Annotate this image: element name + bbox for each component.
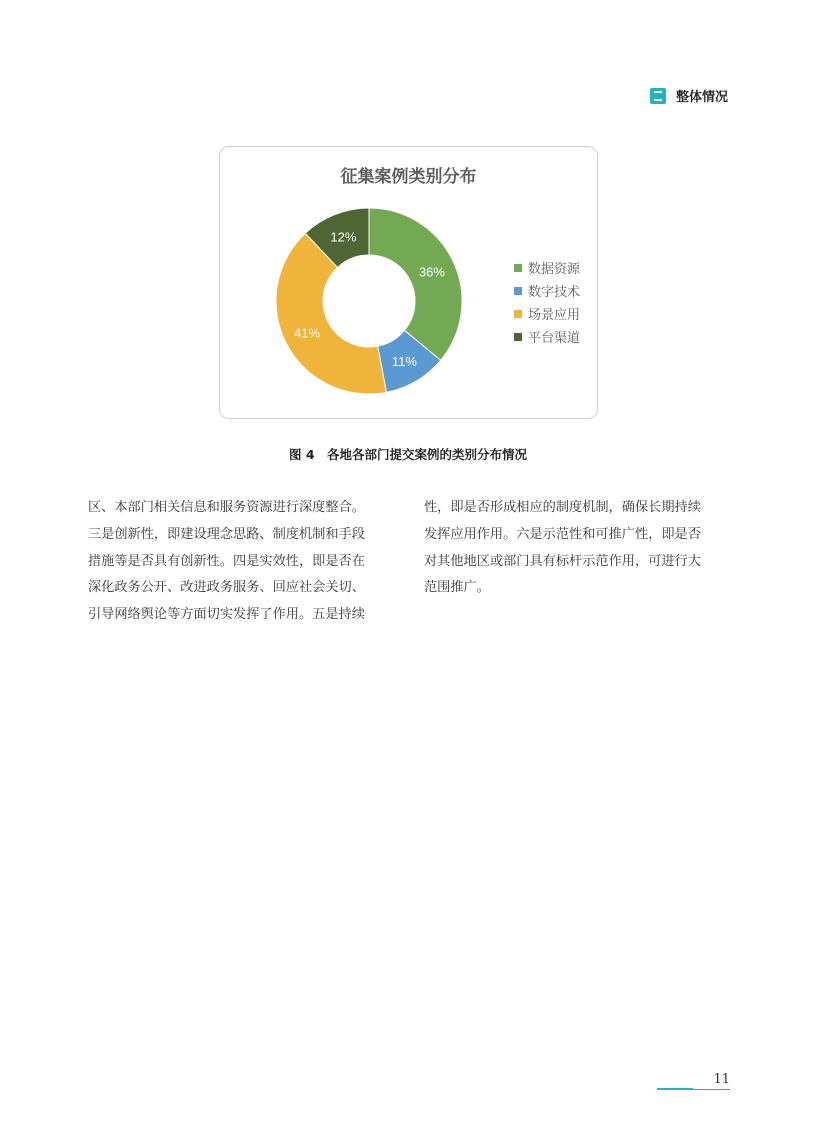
section-header [650, 86, 728, 105]
page-number: 11 [713, 1072, 730, 1087]
body-text-line: 深化政务公开、改进政务服务、回应社会关切、 [88, 580, 365, 596]
section-number-icon [650, 88, 666, 104]
footer-accent-rule [657, 1088, 693, 1090]
section-title: 整体情况 [675, 90, 728, 105]
body-text-line: 措施等是否具有创新性。四是实效性，即是否在 [88, 553, 365, 569]
legend-label: 平台渠道 [528, 331, 581, 346]
chart-panel [219, 146, 598, 419]
legend-label: 数字技术 [528, 285, 581, 300]
donut-chart [220, 147, 597, 418]
body-text-left-column [88, 495, 396, 629]
legend-swatch [514, 287, 522, 295]
legend-label: 场景应用 [528, 308, 581, 323]
chart-title: 征集案例类别分布 [340, 167, 477, 187]
body-text-line: 性，即是否形成相应的制度机制，确保长期持续 [424, 500, 701, 515]
legend-swatch [514, 310, 522, 318]
donut-slice [369, 208, 462, 360]
body-text-line: 区、本部门相关信息和服务资源进行深度整合。 [88, 500, 365, 515]
body-text-line: 引导网络舆论等方面切实发挥了作用。五是持续 [88, 607, 365, 623]
body-text-line: 范围推广。 [424, 580, 490, 596]
figure-caption: 图 4 各地各部门提交案例的类别分布情况 [288, 447, 528, 462]
legend-swatch [514, 333, 522, 341]
slice-data-label: 36% [418, 264, 445, 280]
slice-data-label: 41% [294, 325, 321, 341]
legend-label: 数据资源 [528, 262, 581, 277]
body-text-right-column [424, 495, 731, 602]
legend-swatch [514, 264, 522, 272]
slice-data-label: 12% [330, 229, 357, 245]
body-text-line: 三是创新性，即建设理念思路、制度机制和手段 [88, 526, 365, 542]
body-text-line: 对其他地区或部门具有标杆示范作用，可进行大 [424, 553, 701, 569]
body-text-line: 发挥应用作用。六是示范性和可推广性，即是否 [424, 526, 701, 542]
slice-data-label: 11% [391, 353, 417, 369]
